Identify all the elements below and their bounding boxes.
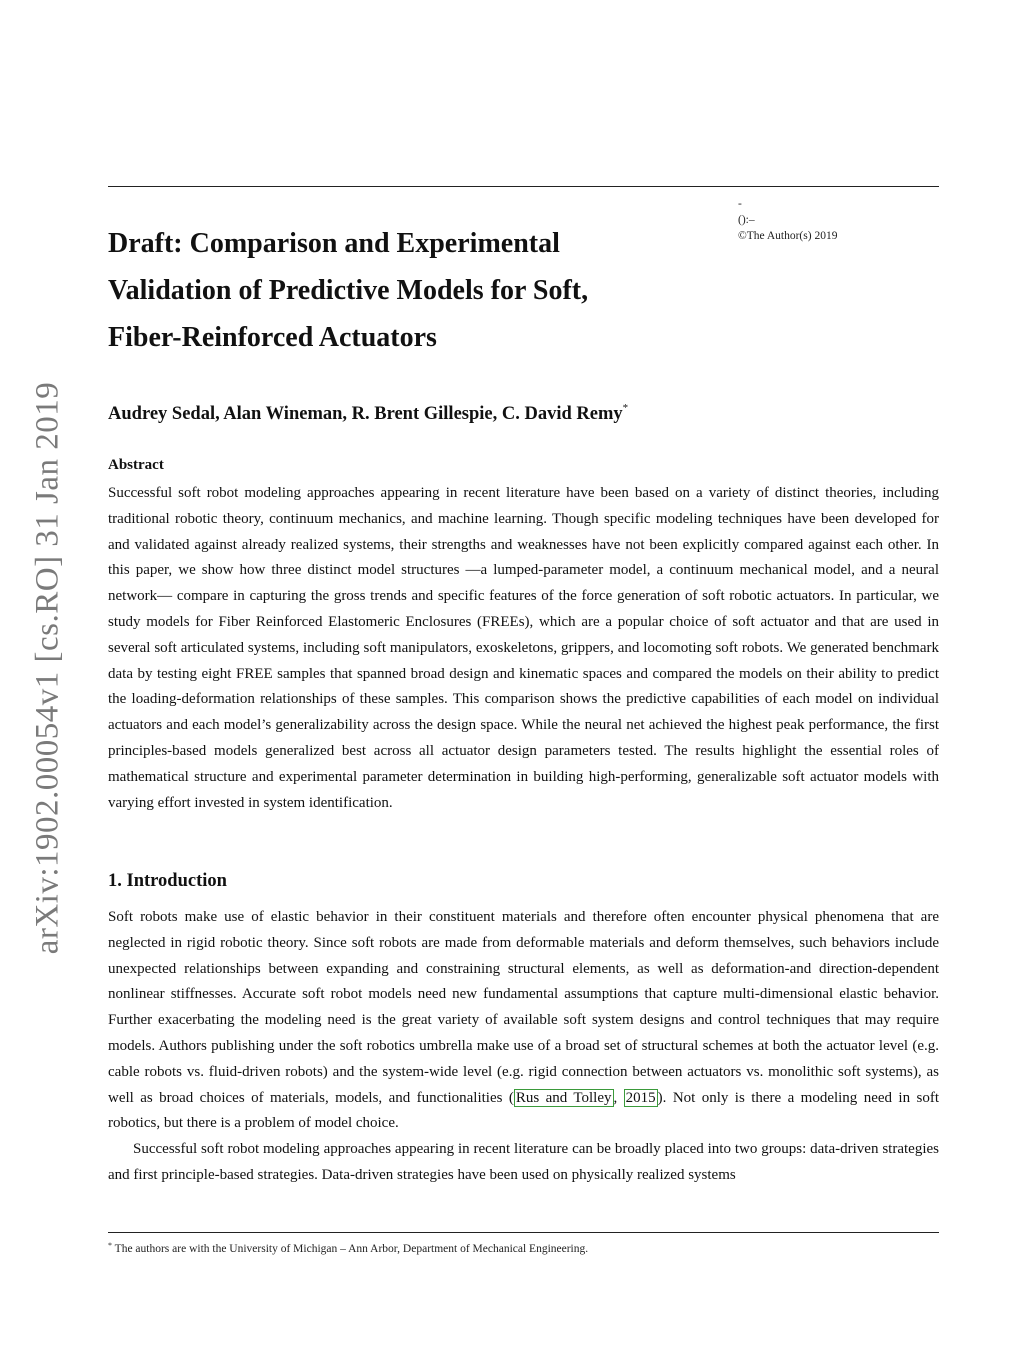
affiliation-footnote xyxy=(108,1241,588,1255)
title-line-2: Validation of Predictive Models for Soft, xyxy=(108,275,589,306)
copyright-notice: ©The Author(s) 2019 xyxy=(738,230,838,242)
intro-paragraph-1-tail: ). Not only is there a modeling need in soft robotics, but there is a problem of model choice. xyxy=(108,1089,940,1132)
journal-meta-line-1: - xyxy=(738,198,742,210)
section-heading-introduction: 1. Introduction xyxy=(108,871,227,891)
author-names: Audrey Sedal, Alan Wineman, R. Brent Gillespie, C. David Remy xyxy=(108,404,623,424)
citation-separator: , xyxy=(613,1089,624,1106)
author-list xyxy=(108,402,628,425)
arxiv-identifier-stamp: arXiv:1902.00054v1 [cs.RO] 31 Jan 2019 xyxy=(29,381,66,955)
journal-metadata xyxy=(738,196,837,244)
footnote-text: The authors are with the University of Michigan – Ann Arbor, Department of Mechanical Engineering. xyxy=(112,1243,589,1255)
citation-link-year[interactable]: 2015 xyxy=(625,1089,656,1106)
author-footnote-marker: * xyxy=(622,402,629,414)
intro-paragraph-1-text: Soft robots make use of elastic behavior in their constituent materials and therefore often encounter physical phenomena that are neglected in rigid robotic theory. Since soft robots are made from deformable materials and deform themselves, such behaviors include unexpected relationships between expanding and constraining structural elements, as well as deformation-and direction-dependent nonlinear stiffnesses. Accurate soft robot models need new fundamental assumptions that capture multi-dimensional elastic behavior. Further exacerbating the modeling need is the great variety of available soft system designs and control techniques that may require models. Authors publishing under the soft robotics umbrella make use of a broad set of structural schemes at both the actuator level (e.g. cable robots vs. fluid-driven robots) and the system-wide level (e.g. rigid connection between actuators vs. monolithic soft systems), as well as broad choices of materials, models, and functionalities ( xyxy=(108,909,939,1106)
introduction-body xyxy=(108,905,939,1189)
paper-title xyxy=(108,220,668,361)
title-line-1: Draft: Comparison and Experimental xyxy=(108,228,560,259)
journal-meta-line-2: ():– xyxy=(738,214,755,226)
intro-paragraph-2: Successful soft robot modeling approaches appearing in recent literature can be broadly placed into two groups: data-driven strategies and first principle-based strategies. Data-driven strategies have been used on physically realized systems xyxy=(108,1141,939,1183)
header-rule xyxy=(108,186,939,187)
abstract-text: Successful soft robot modeling approaches appearing in recent literature have been based on a variety of distinct theories, including traditional robotic theory, continuum mechanics, and machine learning. Though specific modeling techniques have been developed for and validated against already realized systems, their strengths and weaknesses have not been explicitly compared against each other. In this paper, we show how three distinct model structures —a lumped-parameter model, a continuum mechanical model, and a neural network— compare in capturing the gross trends and specific features of the force generation of soft robotic actuators. In particular, we study models for Fiber Reinforced Elastomeric Enclosures (FREEs), which are a popular choice of soft actuator and that are used in several soft articulated systems, including soft manipulators, exoskeletons, grippers, and locomoting soft robots. We generated benchmark data by testing eight FREE samples that spanned broad design and kinematic spaces and compared the models on their ability to predict the loading-deformation relationships of these samples. This comparison shows the predictive capabilities of each model on individual actuators and each model’s generalizability across the design space. While the neural net achieved the highest peak performance, the first principles-based models generalized best across all actuator design parameters tested. The results highlight the essential roles of mathematical structure and experimental parameter determination in building high-performing, generalizable soft actuator models with varying effort invested in system identification. xyxy=(108,485,939,811)
citation-link-authors[interactable]: Rus and Tolley xyxy=(515,1089,612,1106)
footnote-rule xyxy=(108,1232,939,1233)
intro-paragraph-1 xyxy=(108,905,939,1137)
footnote-marker: * xyxy=(108,1241,112,1250)
abstract-heading: Abstract xyxy=(108,457,164,473)
title-line-3: Fiber-Reinforced Actuators xyxy=(108,322,437,353)
